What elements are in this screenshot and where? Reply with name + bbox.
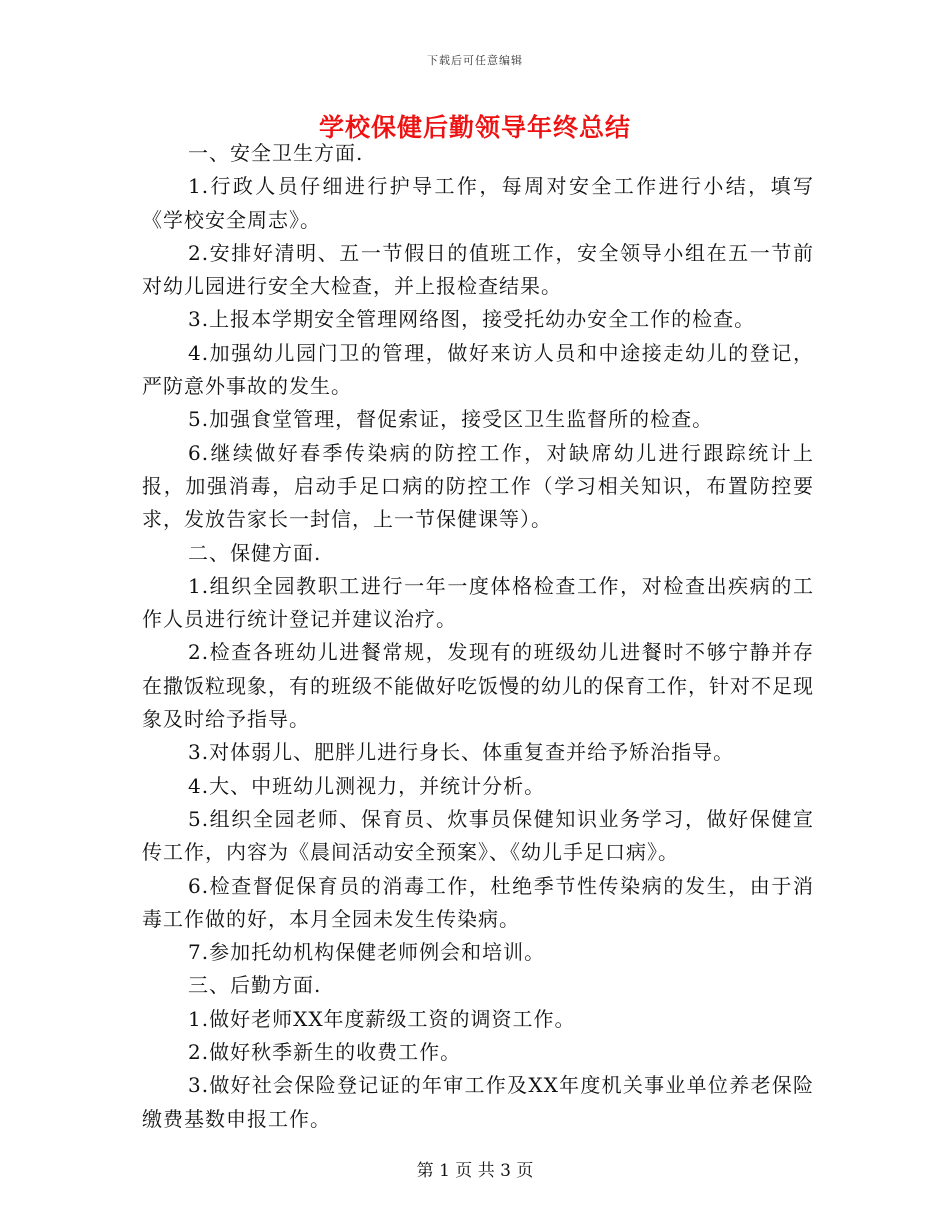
paragraph: 3.对体弱儿、肥胖儿进行身长、体重复查并给予矫治指导。: [188, 740, 735, 765]
footer-total-pages: 3: [500, 1161, 511, 1181]
footer-current-page: 1: [439, 1161, 450, 1181]
section-heading-safety: 一、安全卫生方面.: [188, 141, 364, 165]
section-heading-health: 二、保健方面.: [188, 540, 322, 565]
paragraph: 2.检查各班幼儿进餐常规，发现有的班级幼儿进餐时不够宁静并存在撒饭粒现象，有的班级不能做好吃饭慢的幼儿的保育工作，针对不足现象及时给予指导。: [142, 640, 814, 732]
paragraph: 6.检查督促保育员的消毒工作，杜绝季节性传染病的发生，由于消毒工作做的好，本月全园未发生传染病。: [142, 873, 814, 931]
footer-page-word: 页: [455, 1161, 473, 1181]
document-body: [142, 137, 814, 1136]
footer-prefix: 第: [416, 1161, 434, 1181]
paragraph: 7.参加托幼机构保健老师例会和培训。: [188, 940, 546, 965]
paragraph: 3.上报本学期安全管理网络图，接受托幼办安全工作的检查。: [188, 307, 756, 332]
paragraph: 5.组织全园老师、保育员、炊事员保健知识业务学习，做好保健宣传工作，内容为《晨间活动安全预案》、《幼儿手足口病》。: [142, 806, 814, 865]
paragraph: 2.安排好清明、五一节假日的值班工作，安全领导小组在五一节前对幼儿园进行安全大检查，并上报检查结果。: [142, 240, 814, 299]
paragraph: 5.加强食堂管理，督促索证，接受区卫生监督所的检查。: [188, 407, 714, 432]
paragraph: 1.做好老师XX年度薪级工资的调资工作。: [188, 1006, 576, 1031]
paragraph: 4.加强幼儿园门卫的管理，做好来访人员和中途接走幼儿的登记，严防意外事故的发生。: [142, 340, 814, 399]
page-footer: [0, 1156, 950, 1181]
paragraph: 1.行政人员仔细进行护导工作，每周对安全工作进行小结，填写《学校安全周志》。: [142, 174, 814, 232]
section-heading-logistics: 三、后勤方面.: [188, 973, 322, 998]
paragraph: 6.继续做好春季传染病的防控工作，对缺席幼儿进行跟踪统计上报，加强消毒，启动手足口病的防控工作（学习相关知识，布置防控要求，发放告家长一封信，上一节保健课等）。: [142, 440, 814, 532]
header-note: 下载后可任意编辑: [427, 54, 523, 67]
paragraph: 3.做好社会保险登记证的年审工作及XX年度机关事业单位养老保险缴费基数申报工作。: [142, 1073, 814, 1131]
document-title: 学校保健后勤领导年终总结: [318, 113, 631, 142]
footer-suffix: 页: [516, 1161, 534, 1181]
paragraph: 2.做好秋季新生的收费工作。: [188, 1040, 462, 1065]
paragraph: 1.组织全园教职工进行一年一度体格检查工作，对检查出疾病的工作人员进行统计登记并建议治疗。: [142, 573, 814, 632]
paragraph: 4.大、中班幼儿测视力，并统计分析。: [188, 773, 546, 798]
footer-total-word: 共: [477, 1161, 495, 1181]
